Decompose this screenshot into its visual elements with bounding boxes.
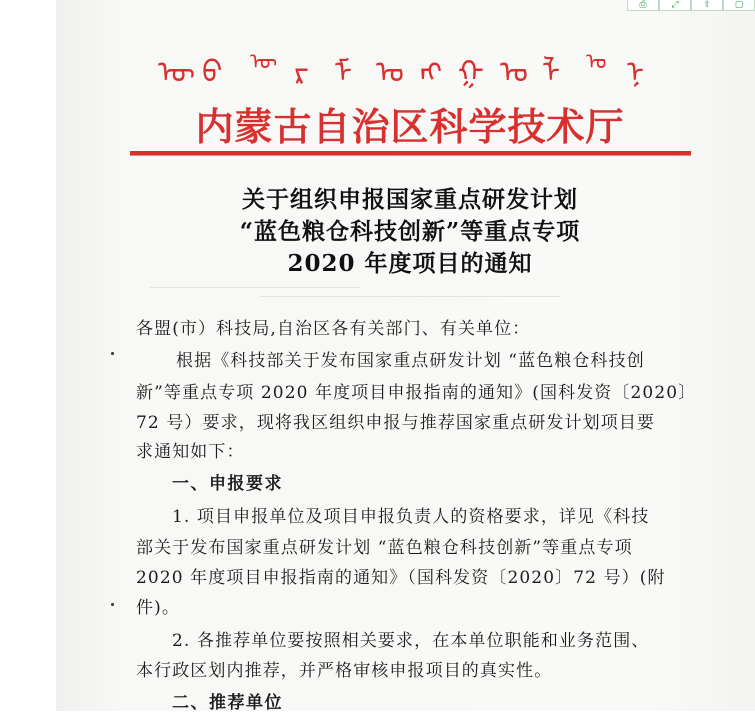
paragraph-3-line: 本行政区划内推荐，并严格审核申报项目的真实性。 bbox=[136, 661, 553, 681]
mongolian-glyph: ᠣ bbox=[586, 50, 607, 75]
paragraph-3-line: 2. 各推荐单位要按照相关要求，在本单位职能和业务范围、 bbox=[172, 631, 650, 651]
scan-speck bbox=[111, 603, 114, 606]
notice-title-line-2: “蓝色粮仓科技创新”等重点专项 bbox=[239, 218, 581, 245]
paragraph-1-line: 根据《科技部关于发布国家重点研发计划 “蓝色粮仓科技创 bbox=[176, 351, 645, 371]
red-divider-line bbox=[130, 151, 691, 156]
paragraph-1-line: 求通知如下： bbox=[136, 442, 245, 462]
mongolian-glyph: ᠷ bbox=[294, 55, 309, 90]
paragraph-2-line: 件)。 bbox=[136, 598, 180, 618]
salutation: 各盟(市）科技局,自治区各有关部门、有关单位： bbox=[136, 319, 531, 339]
mongolian-glyph: ᠮ bbox=[334, 55, 353, 90]
paragraph-2-line: 2020 年度项目申报指南的通知》（国科发资〔2020〕72 号）(附 bbox=[136, 568, 666, 588]
mongolian-glyph: ᠣ bbox=[500, 55, 528, 90]
agency-name: 内蒙古自治区科学技术厅 bbox=[195, 105, 625, 149]
section-heading-1: 一、申报要求 bbox=[172, 474, 283, 494]
print-icon[interactable]: ⎙ bbox=[627, 0, 659, 11]
scan-artifact-line bbox=[260, 296, 560, 297]
notice-title-line-1: 关于组织申报国家重点研发计划 bbox=[242, 186, 578, 213]
mongolian-glyph: ᠩ bbox=[420, 55, 443, 90]
mongolian-glyph: ᠣ bbox=[376, 55, 404, 90]
viewer-toolbar bbox=[627, 0, 755, 12]
section-heading-2: 二、推荐单位 bbox=[172, 693, 283, 713]
mongolian-glyph: ᠥ bbox=[158, 55, 196, 90]
paragraph-1-line: 新”等重点专项 2020 年度项目申报指南的通知》(国科发资〔2020〕 bbox=[136, 383, 697, 403]
mongolian-glyph: ᠯ bbox=[542, 55, 561, 90]
mongolian-glyph: ᠪ bbox=[202, 55, 223, 90]
paragraph-2-line: 1. 项目申报单位及项目申报负责人的资格要求，详见《科技 bbox=[172, 507, 650, 527]
paragraph-1-line: 72 号）要求，现将我区组织申报与推荐国家重点研发计划项目要 bbox=[136, 413, 656, 433]
share-icon[interactable]: ⇧ bbox=[691, 0, 723, 11]
scan-speck bbox=[111, 352, 114, 355]
mongolian-script-header bbox=[158, 38, 658, 90]
mongolian-glyph: ᠨ bbox=[626, 55, 645, 90]
mongolian-glyph: ᠭ bbox=[458, 55, 484, 90]
notice-title-line-3: 2020 年度项目的通知 bbox=[287, 250, 533, 277]
paragraph-2-line: 部关于发布国家重点研发计划 “蓝色粮仓科技创新”等重点专项 bbox=[136, 538, 633, 558]
mongolian-glyph: ᠦ bbox=[250, 50, 278, 75]
expand-icon[interactable]: ⤢ bbox=[659, 0, 691, 11]
scan-artifact-line bbox=[150, 287, 360, 288]
bookmark-icon[interactable]: ▢ bbox=[723, 0, 755, 11]
